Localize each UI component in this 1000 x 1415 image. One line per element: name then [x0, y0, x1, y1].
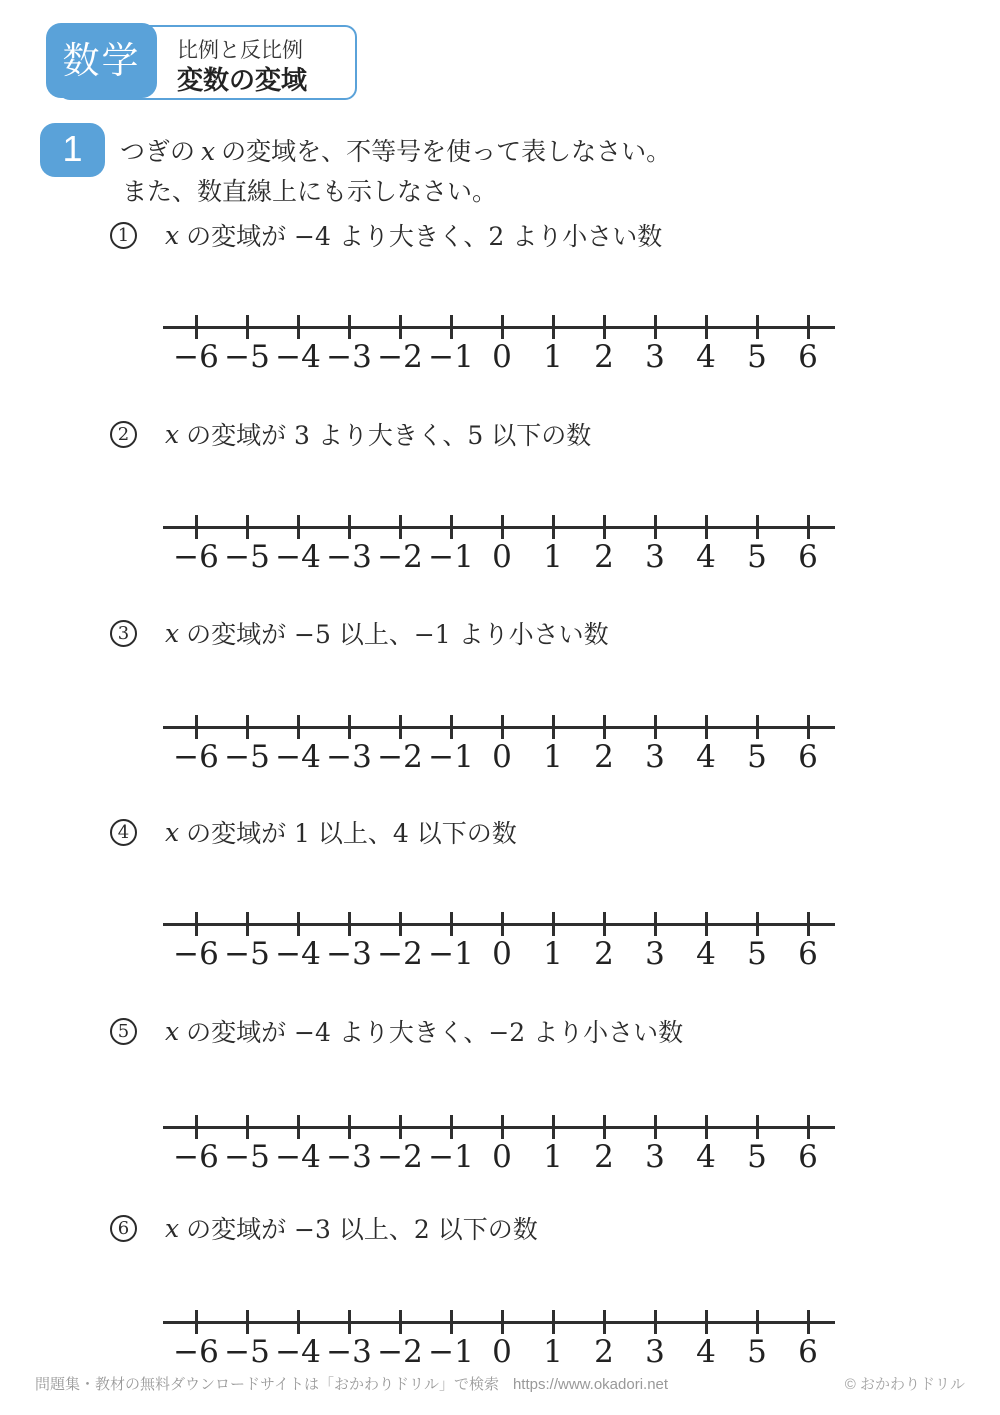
tick-label: 1	[543, 1334, 563, 1370]
tick-mark	[756, 1115, 759, 1139]
tick-mark	[348, 315, 351, 339]
tick-mark	[297, 912, 300, 936]
tick-label: 1	[543, 539, 563, 575]
tick-label: −1	[428, 739, 474, 775]
tick-mark	[348, 715, 351, 739]
tick-label: 5	[747, 1139, 767, 1175]
number-line-3	[163, 697, 835, 777]
tick-mark	[705, 912, 708, 936]
tick-label: 3	[645, 339, 665, 375]
tick-label: −3	[326, 936, 372, 972]
number-line-1	[163, 297, 835, 377]
tick-mark	[195, 1310, 198, 1334]
axis-line	[163, 923, 835, 926]
tick-mark	[603, 715, 606, 739]
tick-label: 3	[645, 739, 665, 775]
tick-label: 2	[594, 1139, 614, 1175]
tick-mark	[246, 515, 249, 539]
tick-mark	[756, 912, 759, 936]
tick-label: −5	[224, 739, 270, 775]
tick-label: 2	[594, 1334, 614, 1370]
tick-mark	[807, 315, 810, 339]
tick-mark	[705, 715, 708, 739]
axis-line	[163, 726, 835, 729]
tick-label: −6	[173, 936, 219, 972]
tick-mark	[450, 1310, 453, 1334]
tick-mark	[399, 715, 402, 739]
tick-mark	[807, 912, 810, 936]
tick-mark	[450, 912, 453, 936]
tick-mark	[450, 515, 453, 539]
tick-mark	[501, 912, 504, 936]
tick-mark	[501, 715, 504, 739]
tick-mark	[297, 315, 300, 339]
tick-label: −6	[173, 539, 219, 575]
tick-mark	[654, 1115, 657, 1139]
tick-label: −3	[326, 339, 372, 375]
tick-mark	[552, 715, 555, 739]
tick-label: 2	[594, 339, 614, 375]
subproblem-text: の変域が −4 より大きく、−2 より小さい数	[186, 1018, 684, 1047]
tick-mark	[246, 315, 249, 339]
tick-mark	[501, 515, 504, 539]
tick-label: 2	[594, 739, 614, 775]
tick-label: −2	[377, 539, 423, 575]
number-line-4	[163, 894, 835, 974]
tick-label: −4	[275, 1334, 321, 1370]
circled-number: 3	[110, 620, 137, 647]
tick-mark	[297, 715, 300, 739]
tick-mark	[603, 912, 606, 936]
tick-mark	[348, 515, 351, 539]
tick-mark	[756, 1310, 759, 1334]
tick-label: 5	[747, 936, 767, 972]
tick-mark	[399, 1115, 402, 1139]
tick-mark	[246, 912, 249, 936]
tick-mark	[603, 1115, 606, 1139]
tick-mark	[756, 315, 759, 339]
tick-label: −4	[275, 339, 321, 375]
tick-label: 0	[492, 936, 512, 972]
tick-mark	[348, 1310, 351, 1334]
tick-label: 4	[696, 936, 716, 972]
tick-label: 4	[696, 539, 716, 575]
problem-number-badge: 1	[40, 123, 105, 177]
subproblem-2	[110, 416, 591, 452]
tick-label: 2	[594, 539, 614, 575]
tick-label: 6	[798, 1334, 818, 1370]
circled-number: 5	[110, 1018, 137, 1045]
tick-mark	[705, 515, 708, 539]
variable-x: x	[165, 1016, 180, 1046]
variable-x: x	[165, 220, 180, 250]
tick-mark	[195, 912, 198, 936]
tick-label: 3	[645, 1139, 665, 1175]
tick-label: −3	[326, 1139, 372, 1175]
tick-mark	[450, 315, 453, 339]
tick-mark	[807, 715, 810, 739]
variable-x: x	[165, 419, 180, 449]
tick-mark	[195, 515, 198, 539]
tick-mark	[705, 315, 708, 339]
tick-mark	[756, 515, 759, 539]
topic-title: 変数の変域	[177, 65, 308, 95]
tick-mark	[807, 515, 810, 539]
instruction-line-2: また、数直線上にも示しなさい。	[122, 177, 498, 206]
tick-mark	[195, 715, 198, 739]
tick-label: 0	[492, 339, 512, 375]
circled-number: 6	[110, 1215, 137, 1242]
footer-text: 問題集・教材の無料ダウンロードサイトは「おかわりドリル」で検索	[35, 1376, 499, 1393]
subproblem-text: の変域が −5 以上、−1 より小さい数	[186, 620, 609, 649]
tick-mark	[654, 912, 657, 936]
axis-line	[163, 1126, 835, 1129]
tick-mark	[399, 912, 402, 936]
tick-mark	[399, 515, 402, 539]
tick-mark	[552, 1115, 555, 1139]
tick-label: 1	[543, 936, 563, 972]
tick-label: 5	[747, 539, 767, 575]
variable-x: x	[165, 618, 180, 648]
tick-mark	[756, 715, 759, 739]
tick-label: −6	[173, 1139, 219, 1175]
axis-line	[163, 526, 835, 529]
tick-mark	[552, 1310, 555, 1334]
subproblem-3	[110, 615, 609, 651]
tick-mark	[603, 315, 606, 339]
tick-label: −3	[326, 739, 372, 775]
tick-label: −5	[224, 936, 270, 972]
tick-mark	[246, 1310, 249, 1334]
axis-line	[163, 1321, 835, 1324]
tick-label: −2	[377, 1139, 423, 1175]
tick-label: 3	[645, 936, 665, 972]
subproblem-5	[110, 1013, 683, 1049]
variable-x: x	[165, 1213, 180, 1243]
subproblem-4	[110, 814, 517, 850]
tick-label: −6	[173, 739, 219, 775]
tick-label: −5	[224, 339, 270, 375]
tick-label: −4	[275, 539, 321, 575]
circled-number: 1	[110, 222, 137, 249]
tick-label: −2	[377, 339, 423, 375]
tick-label: 1	[543, 339, 563, 375]
circled-number: 4	[110, 819, 137, 846]
variable-x: x	[201, 137, 216, 166]
footer-copyright: © おかわりドリル	[844, 1376, 965, 1393]
instruction-post: の変域を、不等号を使って表しなさい。	[221, 137, 672, 166]
tick-mark	[603, 515, 606, 539]
tick-mark	[654, 515, 657, 539]
tick-label: 6	[798, 339, 818, 375]
tick-mark	[807, 1115, 810, 1139]
tick-label: −6	[173, 339, 219, 375]
number-line-5	[163, 1097, 835, 1177]
instruction-line-1	[120, 132, 671, 168]
tick-mark	[501, 1115, 504, 1139]
tick-label: 3	[645, 1334, 665, 1370]
tick-label: −1	[428, 339, 474, 375]
tick-label: 0	[492, 1139, 512, 1175]
tick-label: 5	[747, 339, 767, 375]
tick-mark	[348, 912, 351, 936]
tick-label: −1	[428, 1139, 474, 1175]
tick-mark	[246, 1115, 249, 1139]
tick-label: −2	[377, 1334, 423, 1370]
tick-mark	[552, 315, 555, 339]
tick-label: 1	[543, 1139, 563, 1175]
tick-label: 3	[645, 539, 665, 575]
tick-label: 4	[696, 1334, 716, 1370]
tick-label: −2	[377, 936, 423, 972]
tick-label: 0	[492, 1334, 512, 1370]
tick-mark	[399, 1310, 402, 1334]
tick-mark	[654, 315, 657, 339]
tick-label: 2	[594, 936, 614, 972]
tick-label: 0	[492, 539, 512, 575]
tick-mark	[705, 1310, 708, 1334]
subproblem-1	[110, 217, 662, 253]
tick-label: 4	[696, 739, 716, 775]
tick-mark	[246, 715, 249, 739]
subproblem-text: の変域が 1 以上、4 以下の数	[186, 819, 517, 848]
tick-mark	[450, 715, 453, 739]
tick-label: −2	[377, 739, 423, 775]
subproblem-6	[110, 1210, 538, 1246]
tick-mark	[603, 1310, 606, 1334]
tick-label: −5	[224, 1139, 270, 1175]
tick-label: −1	[428, 1334, 474, 1370]
tick-mark	[807, 1310, 810, 1334]
tick-label: 6	[798, 1139, 818, 1175]
unit-title: 比例と反比例	[177, 39, 303, 62]
tick-label: 1	[543, 739, 563, 775]
tick-mark	[654, 1310, 657, 1334]
tick-mark	[399, 315, 402, 339]
tick-label: −3	[326, 1334, 372, 1370]
tick-mark	[654, 715, 657, 739]
subproblem-text: の変域が −3 以上、2 以下の数	[186, 1215, 538, 1244]
tick-mark	[552, 912, 555, 936]
subproblem-text: の変域が 3 より大きく、5 以下の数	[186, 421, 592, 450]
tick-label: −5	[224, 539, 270, 575]
tick-mark	[552, 515, 555, 539]
subject-badge: 数学	[46, 23, 157, 98]
tick-label: −4	[275, 739, 321, 775]
tick-label: 6	[798, 739, 818, 775]
tick-mark	[450, 1115, 453, 1139]
tick-mark	[297, 1115, 300, 1139]
tick-label: −4	[275, 1139, 321, 1175]
tick-label: −5	[224, 1334, 270, 1370]
footer-site-info	[35, 1373, 668, 1394]
tick-label: −1	[428, 539, 474, 575]
tick-label: 4	[696, 339, 716, 375]
variable-x: x	[165, 817, 180, 847]
circled-number: 2	[110, 421, 137, 448]
number-line-6	[163, 1292, 835, 1372]
tick-mark	[501, 315, 504, 339]
tick-label: 5	[747, 1334, 767, 1370]
tick-mark	[348, 1115, 351, 1139]
axis-line	[163, 326, 835, 329]
tick-label: −1	[428, 936, 474, 972]
tick-mark	[705, 1115, 708, 1139]
instruction-pre: つぎの	[120, 137, 196, 166]
tick-label: −4	[275, 936, 321, 972]
tick-mark	[297, 515, 300, 539]
footer-url[interactable]: https://www.okadori.net	[512, 1376, 669, 1393]
tick-mark	[297, 1310, 300, 1334]
tick-mark	[501, 1310, 504, 1334]
tick-label: 5	[747, 739, 767, 775]
tick-label: −3	[326, 539, 372, 575]
subproblem-text: の変域が −4 より大きく、2 より小さい数	[186, 222, 663, 251]
number-line-2	[163, 497, 835, 577]
tick-mark	[195, 1115, 198, 1139]
tick-label: 4	[696, 1139, 716, 1175]
tick-label: −6	[173, 1334, 219, 1370]
tick-label: 0	[492, 739, 512, 775]
tick-mark	[195, 315, 198, 339]
tick-label: 6	[798, 539, 818, 575]
tick-label: 6	[798, 936, 818, 972]
